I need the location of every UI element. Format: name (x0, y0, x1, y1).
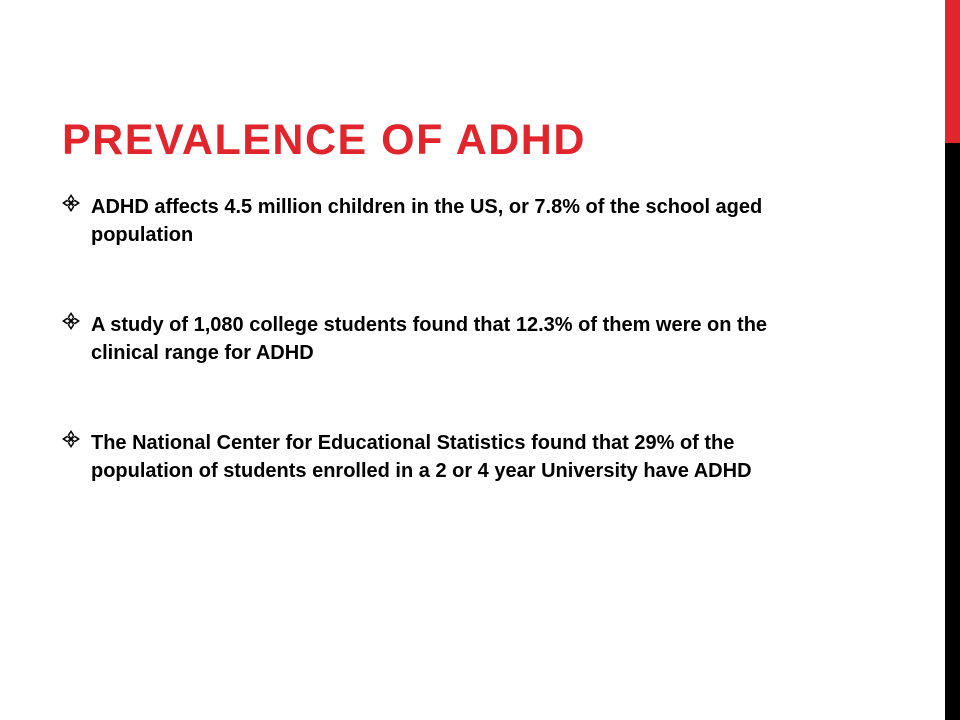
bullet-list (62, 193, 822, 485)
four-petal-diamond-icon (62, 312, 80, 330)
accent-strip-red (945, 0, 960, 143)
bullet-text: ADHD affects 4.5 million children in the US, or 7.8% of the school aged population (91, 196, 763, 246)
bullet-text: A study of 1,080 college students found that 12.3% of them were on the clinical range for ADHD (91, 314, 768, 364)
bullet-item (62, 429, 822, 485)
slide-title: PREVALENCE OF ADHD (62, 116, 586, 164)
bullet-item (62, 311, 822, 367)
four-petal-diamond-icon (62, 194, 80, 212)
four-petal-diamond-icon (62, 430, 80, 448)
bullet-text: The National Center for Educational Statistics found that 29% of the population of students enrolled in a 2 or 4 year University have ADHD (91, 432, 752, 482)
accent-strip-black (945, 143, 960, 720)
bullet-item (62, 193, 822, 249)
